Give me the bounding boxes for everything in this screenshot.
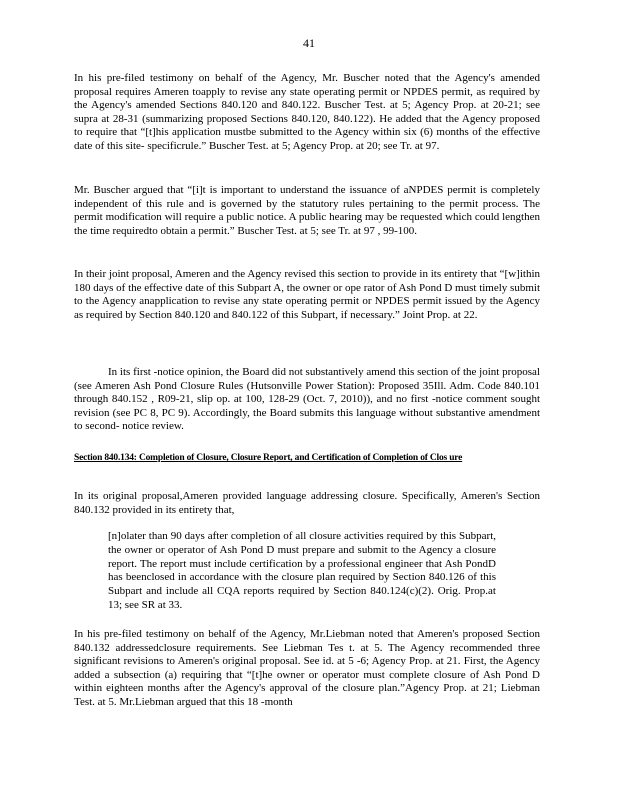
paragraph-joint-proposal: In their joint proposal, Ameren and the Agency revised this section to provide in its entirety that “[w]ithin 180 days of the effective date of this Subpart A, the owner or ope rator of Ash Pond D must timely submit to the Agency anapplication to revise any state operating permit or NPDES permit issued by the Agency as required by Section 840.120 and 840.122 of this Subpart, if necessary.” Joint Prop. at 22. (74, 268, 540, 321)
section-heading: Section 840.134: Completion of Closure, Closure Report, and Certification of Completion of Clos ure (74, 453, 463, 463)
paragraph-liebman-testimony: In his pre-filed testimony on behalf of the Agency, Mr.Liebman noted that Ameren's proposed Section 840.132 addressedclosure requirements. See Liebman Tes t. at 5. The Agency recommended three significant revisions to Ameren's original proposal. See id. at 5 -6; Agency Prop. at 21. First, the Agency added a subsection (a) requiring that “[t]he owner or operator must complete closure of Ash Pond D within eighteen months after the Agency's approval of the closure plan.”Agency Prop. at 21; Liebman Test. at 5. Mr.Liebman argued that this 18 -month (74, 628, 540, 708)
paragraph-buscher-testimony: In his pre-filed testimony on behalf of the Agency, Mr. Buscher noted that the Agency's amended proposal requires Ameren toapply to revise any state operating permit or NPDES permit, as required by the Agency's amended Sections 840.120 and 840.122. Buscher Test. at 5; Agency Prop. at 20-21; see supra at 28-31 (summarizing proposed Sections 840.120, 840.122). He added that the Agency proposed to require that “[t]his application mustbe submitted to the Agency within six (6) months of the effective date of this site- specificrule.” Buscher Test. at 5; Agency Prop. at 20; see Tr. at 97. (74, 72, 540, 152)
paragraph-buscher-argument: Mr. Buscher argued that “[i]t is important to understand the issuance of aNPDES permit is completely independent of this rule and is governed by the statutory rules pertaining to the permit process. The permit modification will require a public notice. A public hearing may be requested which could lengthen the time requiredto obtain a permit.” Buscher Test. at 5; see Tr. at 97 , 99-100. (74, 184, 540, 237)
paragraph-original-proposal: In its original proposal,Ameren provided language addressing closure. Specifically, Ameren's Section 840.132 provided in its entirety that, (74, 490, 540, 516)
block-quote: [n]olater than 90 days after completion of all closure activities required by this Subpart, the owner or operator of Ash Pond D must prepare and submit to the Agency a closure report. The report must include certification by a professional engineer that Ash PondD has beenclosed in accordance with the closure plan required by Section 840.126 of this Subpart and include all CQA reports required by Section 840.124(c)(2). Orig. Prop.at 13; see SR at 33. (108, 530, 496, 611)
page-number: 41 (303, 36, 315, 50)
paragraph-first-notice-opinion: In its first -notice opinion, the Board did not substantively amend this section of the joint proposal (see Ameren Ash Pond Closure Rules (Hutsonville Power Station): Proposed 35Ill. Adm. Code 840.101 through 840.152 , R09-21, slip op. at 100, 128-29 (Oct. 7, 2010)), and no first -notice comment sought revision (see PC 8, PC 9). Accordingly, the Board submits this language without substantive amendment to second- notice review. (74, 366, 540, 433)
